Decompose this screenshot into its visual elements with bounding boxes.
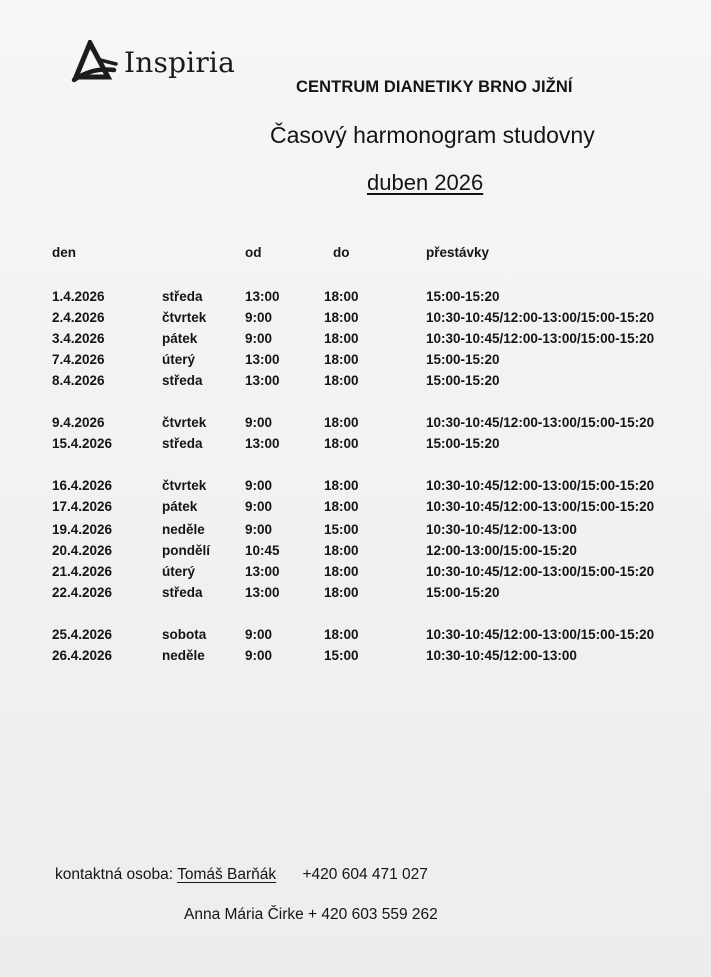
row-end: 18:00 — [324, 415, 359, 430]
row-start: 9:00 — [245, 310, 273, 325]
column-header-prestavky: přestávky — [426, 245, 490, 260]
row-date: 3.4.2026 — [52, 331, 105, 346]
row-breaks: 10:30-10:45/12:00-13:00/15:00-15:20 — [426, 627, 655, 642]
row-day: pondělí — [162, 543, 210, 558]
row-end: 18:00 — [324, 352, 359, 367]
row-breaks: 15:00-15:20 — [426, 289, 500, 304]
row-end: 18:00 — [324, 585, 359, 600]
logo — [70, 38, 235, 86]
row-end: 18:00 — [324, 627, 359, 642]
row-day: neděle — [162, 648, 205, 663]
row-end: 18:00 — [324, 436, 359, 451]
row-day: čtvrtek — [162, 478, 207, 493]
table-row — [0, 499, 711, 519]
row-day: pátek — [162, 331, 198, 346]
row-breaks: 10:30-10:45/12:00-13:00/15:00-15:20 — [426, 415, 655, 430]
month-title: duben 2026 — [367, 170, 484, 195]
row-breaks: 10:30-10:45/12:00-13:00/15:00-15:20 — [426, 499, 655, 514]
row-start: 9:00 — [245, 415, 273, 430]
table-row — [0, 310, 711, 330]
row-end: 18:00 — [324, 499, 359, 514]
column-header-den: den — [52, 245, 77, 260]
table-row — [0, 331, 711, 351]
contact-name-1: Tomáš Barňák — [177, 866, 277, 883]
row-breaks: 10:30-10:45/12:00-13:00/15:00-15:20 — [426, 564, 655, 579]
row-breaks: 10:30-10:45/12:00-13:00/15:00-15:20 — [426, 310, 655, 325]
row-end: 18:00 — [324, 310, 359, 325]
row-breaks: 15:00-15:20 — [426, 585, 500, 600]
row-breaks: 10:30-10:45/12:00-13:00 — [426, 522, 577, 537]
row-day: středa — [162, 289, 203, 304]
row-start: 13:00 — [245, 585, 280, 600]
row-day: sobota — [162, 627, 207, 642]
row-date: 19.4.2026 — [52, 522, 113, 537]
triangle-logo-icon — [70, 40, 122, 84]
table-row — [0, 373, 711, 393]
table-row — [0, 415, 711, 435]
table-row — [0, 564, 711, 584]
column-header-od: od — [245, 245, 262, 260]
document-title: Časový harmonogram studovny — [270, 122, 595, 148]
row-day: středa — [162, 585, 203, 600]
row-end: 18:00 — [324, 564, 359, 579]
table-row — [0, 352, 711, 372]
row-day: pátek — [162, 499, 198, 514]
table-row — [0, 627, 711, 647]
column-header-do: do — [333, 245, 350, 260]
row-breaks: 10:30-10:45/12:00-13:00/15:00-15:20 — [426, 478, 655, 493]
table-row — [0, 436, 711, 456]
row-end: 15:00 — [324, 648, 359, 663]
row-breaks: 15:00-15:20 — [426, 373, 500, 388]
row-end: 18:00 — [324, 289, 359, 304]
row-day: středa — [162, 436, 203, 451]
row-date: 1.4.2026 — [52, 289, 105, 304]
contact-phone-1: +420 604 471 027 — [302, 866, 428, 883]
row-date: 16.4.2026 — [52, 478, 113, 493]
row-start: 13:00 — [245, 373, 280, 388]
row-start: 10:45 — [245, 543, 280, 558]
row-day: úterý — [162, 564, 196, 579]
row-breaks: 12:00-13:00/15:00-15:20 — [426, 543, 577, 558]
contact-line-1 — [55, 866, 428, 884]
row-end: 18:00 — [324, 543, 359, 558]
row-start: 13:00 — [245, 352, 280, 367]
row-breaks: 15:00-15:20 — [426, 436, 500, 451]
row-day: neděle — [162, 522, 205, 537]
row-start: 13:00 — [245, 564, 280, 579]
row-start: 9:00 — [245, 627, 273, 642]
logo-text: Inspiria — [124, 45, 235, 79]
row-end: 15:00 — [324, 522, 359, 537]
row-day: čtvrtek — [162, 415, 207, 430]
contact-label: kontaktná osoba: — [55, 866, 174, 883]
table-row — [0, 585, 711, 605]
row-date: 22.4.2026 — [52, 585, 113, 600]
row-start: 13:00 — [245, 289, 280, 304]
row-start: 9:00 — [245, 499, 273, 514]
row-start: 9:00 — [245, 331, 273, 346]
row-start: 9:00 — [245, 648, 273, 663]
row-day: čtvrtek — [162, 310, 207, 325]
row-breaks: 15:00-15:20 — [426, 352, 500, 367]
row-date: 17.4.2026 — [52, 499, 113, 514]
table-row — [0, 289, 711, 309]
row-date: 2.4.2026 — [52, 310, 105, 325]
row-date: 21.4.2026 — [52, 564, 113, 579]
row-end: 18:00 — [324, 373, 359, 388]
table-row — [0, 522, 711, 542]
row-date: 26.4.2026 — [52, 648, 113, 663]
row-date: 9.4.2026 — [52, 415, 105, 430]
row-end: 18:00 — [324, 478, 359, 493]
row-start: 9:00 — [245, 478, 273, 493]
row-date: 20.4.2026 — [52, 543, 113, 558]
table-row — [0, 543, 711, 563]
table-row — [0, 478, 711, 498]
row-day: středa — [162, 373, 203, 388]
row-date: 7.4.2026 — [52, 352, 105, 367]
table-row — [0, 648, 711, 668]
row-day: úterý — [162, 352, 196, 367]
row-breaks: 10:30-10:45/12:00-13:00 — [426, 648, 577, 663]
organization-title: CENTRUM DIANETIKY BRNO JIŽNÍ — [296, 78, 573, 96]
row-breaks: 10:30-10:45/12:00-13:00/15:00-15:20 — [426, 331, 655, 346]
row-date: 8.4.2026 — [52, 373, 105, 388]
row-start: 9:00 — [245, 522, 273, 537]
row-end: 18:00 — [324, 331, 359, 346]
row-start: 13:00 — [245, 436, 280, 451]
row-date: 25.4.2026 — [52, 627, 113, 642]
contact-line-2: Anna Mária Čirke + 420 603 559 262 — [184, 906, 438, 923]
row-date: 15.4.2026 — [52, 436, 113, 451]
